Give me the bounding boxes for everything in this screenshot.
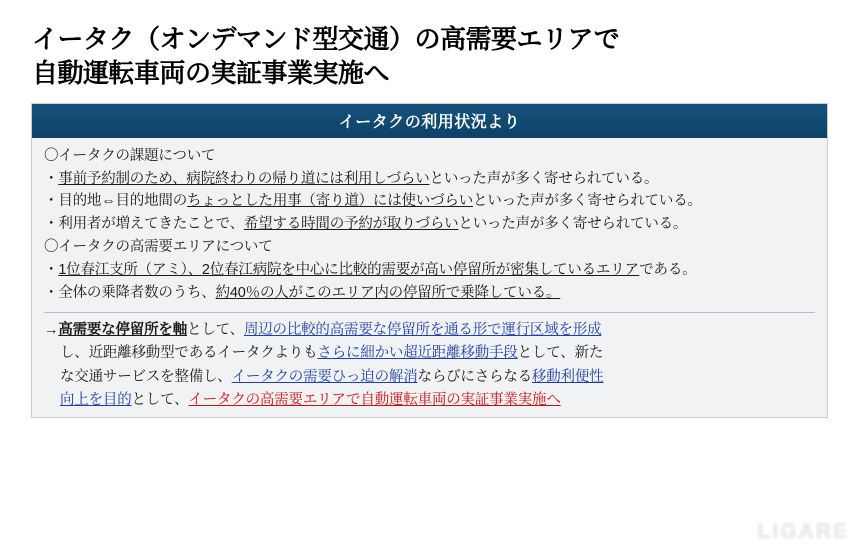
conclusion-blue: 周辺の比較的高需要な停留所を通る形で運行区域を形成 <box>243 321 602 338</box>
bullet-issue-1 <box>44 168 815 191</box>
bullet-text-underline: ちょっとした用事（寄り道）には使いづらい <box>187 193 474 210</box>
bullet-area-1 <box>44 259 815 282</box>
bullet-text-underline: 約40％の人がこのエリア内の停留所で乗降している。 <box>215 285 561 302</box>
bullet-marker: ・ <box>44 216 59 233</box>
bullet-text-underline-3: エリア <box>595 262 640 279</box>
conclusion-line-3 <box>44 366 815 389</box>
page-title-line-2: 自動運転車両の実証事業実施へ <box>32 58 390 89</box>
panel-body <box>32 138 827 417</box>
bullet-text-plain: といった声が多く寄せられている。 <box>429 170 659 187</box>
conclusion-plain: し、近距離移動型であるイータクよりも <box>60 345 318 362</box>
bullet-text-plain: である。 <box>639 262 697 279</box>
conclusion-plain-2: ならびにさらなる <box>417 368 532 385</box>
conclusion-line-2 <box>44 342 815 365</box>
bullet-issue-3 <box>44 213 815 236</box>
conclusion-blue: イータクの需要ひっ迫の解消 <box>231 368 418 385</box>
conclusion-plain-2: として、新た <box>517 345 604 362</box>
conclusion-line-4 <box>44 389 815 412</box>
panel-header: イータクの利用状況より <box>32 104 827 138</box>
conclusion-blue: さらに細かい超近距離移動手段 <box>317 345 518 362</box>
bullet-text-underline: 事前予約制のため、病院終わりの帰り道には利用しづらい <box>58 170 430 187</box>
bullet-marker: ・ <box>44 193 59 210</box>
arrow-icon: → <box>44 321 59 338</box>
section-heading-high-demand-area: 〇イータクの高需要エリアについて <box>44 239 273 256</box>
bullet-issue-2 <box>44 190 815 213</box>
usage-status-panel <box>31 103 828 418</box>
divider <box>44 312 815 313</box>
bullet-marker: ・ <box>44 285 59 302</box>
bullet-text-plain: 全体の乗降者数のうち、 <box>58 285 216 302</box>
bullet-text-plain: 利用者が増えてきたことで、 <box>58 216 244 233</box>
conclusion-plain: として、 <box>187 321 244 338</box>
conclusion-blue: 向上を目的 <box>60 392 132 409</box>
bullet-area-2 <box>44 282 815 305</box>
conclusion-plain: として、 <box>131 392 189 409</box>
conclusion-line-1 <box>44 319 815 342</box>
section-heading-issues: 〇イータクの課題について <box>44 147 216 164</box>
conclusion-emphasis: 高需要な停留所を軸 <box>58 321 188 338</box>
bullet-text-underline: 希望する時間の予約が取りづらい <box>243 216 459 233</box>
bullet-marker: ・ <box>44 262 59 279</box>
bullet-text-underline-2: 比較的需要が高い停留所が密集している <box>338 262 596 279</box>
conclusion-red: イータクの高需要エリアで自動運転車両の実証事業実施へ <box>188 392 561 409</box>
bullet-text-plain: 目的地⇔目的地間の <box>58 193 188 210</box>
bullet-text-plain-2: といった声が多く寄せられている。 <box>473 193 702 210</box>
bullet-text-plain-2: といった声が多く寄せられている。 <box>458 216 688 233</box>
page-title-line-1: イータク（オンデマンド型交通）の高需要エリアで <box>32 24 620 54</box>
bullet-text-underline: 1位春江支所（アミ）、2位春江病院を中心に <box>58 262 339 279</box>
bullet-marker: ・ <box>44 170 59 187</box>
watermark-logo: LIGARE <box>757 520 849 543</box>
conclusion-blue-2: 移動利便性 <box>531 368 604 385</box>
conclusion-block <box>44 319 815 413</box>
conclusion-plain: な交通サービスを整備し、 <box>60 368 232 385</box>
page-title <box>32 22 827 91</box>
